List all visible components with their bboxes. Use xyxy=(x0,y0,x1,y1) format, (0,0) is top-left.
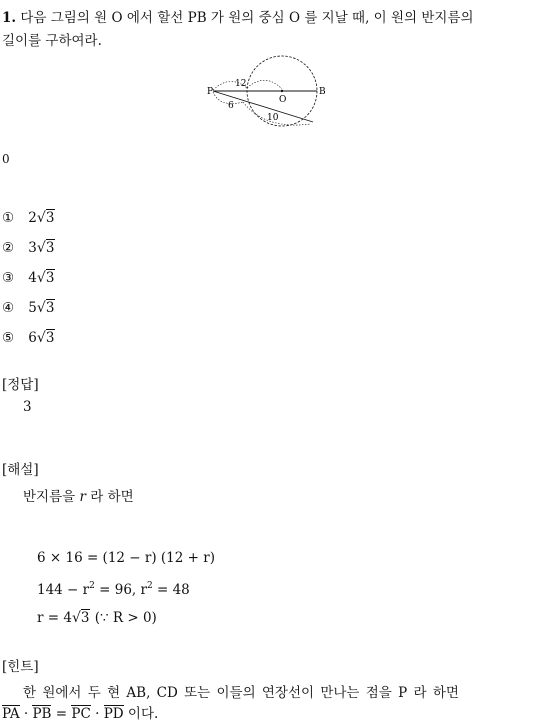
hint-tail: 이다. xyxy=(127,706,159,722)
option-3-number: ③ xyxy=(2,270,15,286)
option-2-radicand: 3 xyxy=(45,240,55,256)
hint-line-1: 한 원에서 두 현 AB, CD 또는 이들의 연장선이 만나는 점을 P 라 하면 xyxy=(23,685,459,701)
equation-2-exp2: 2 xyxy=(146,581,153,591)
equation-2-c: = 48 xyxy=(152,582,190,598)
explanation-intro xyxy=(23,485,134,505)
option-1-number: ① xyxy=(2,210,15,226)
segment-PB: PB xyxy=(32,706,52,722)
answer-header: [정답] xyxy=(2,377,39,393)
length-6: 6 xyxy=(228,101,234,111)
explanation-header: [해설] xyxy=(2,462,39,478)
sqrt-symbol: √3 xyxy=(36,210,55,226)
question-text-2: 길이를 구하여라. xyxy=(2,33,102,49)
question-line-2 xyxy=(2,29,102,49)
option-2-coef: 3 xyxy=(28,240,37,256)
segment-PC: PC xyxy=(71,706,91,722)
option-2[interactable] xyxy=(2,240,55,256)
label-B: B xyxy=(319,87,326,97)
circle-figure-svg xyxy=(205,52,330,132)
option-1[interactable] xyxy=(2,210,55,226)
equation-1: 6 × 16 = (12 − r) (12 + r) xyxy=(37,550,215,566)
equation-2-a: 144 − r xyxy=(37,582,90,598)
option-3[interactable] xyxy=(2,270,55,286)
equation-3-pre: r = 4 xyxy=(37,610,72,626)
sqrt-symbol: √3 xyxy=(36,330,55,346)
option-3-radicand: 3 xyxy=(45,270,55,286)
explanation-intro-pre: 반지름을 xyxy=(23,489,76,505)
equation-2-b: = 96, r xyxy=(94,582,147,598)
hint-header: [힌트] xyxy=(2,659,39,675)
segment-PA: PA xyxy=(2,706,20,722)
length-10: 10 xyxy=(267,113,279,123)
option-4-radicand: 3 xyxy=(45,300,55,316)
answer-value: 3 xyxy=(23,399,32,415)
option-5[interactable] xyxy=(2,330,55,346)
sqrt-symbol: √3 xyxy=(36,300,55,316)
question-line-1 xyxy=(2,6,474,26)
equation-2 xyxy=(37,581,190,598)
option-4-number: ④ xyxy=(2,300,15,316)
hint-line-2: PA · PB = PC · PD 이다. xyxy=(2,706,159,722)
option-5-number: ⑤ xyxy=(2,330,15,346)
option-3-coef: 4 xyxy=(28,270,37,286)
length-12: 12 xyxy=(235,79,247,89)
label-P: P xyxy=(207,87,214,97)
brace-CO xyxy=(247,80,282,89)
equation-3 xyxy=(37,610,157,626)
question-number: 1. xyxy=(2,10,17,26)
stray-zero: 0 xyxy=(2,152,10,166)
option-4[interactable] xyxy=(2,300,55,316)
sqrt-symbol: √3 xyxy=(36,240,55,256)
label-O: O xyxy=(279,95,287,105)
circle-figure xyxy=(205,52,330,132)
equation-3-radicand: 3 xyxy=(80,610,90,626)
question-text-1: 다음 그림의 원 O 에서 할선 PB 가 원의 중심 O 를 지날 때, 이 원의 반지름의 xyxy=(20,10,474,26)
option-5-radicand: 3 xyxy=(45,330,55,346)
equation-2-exp: 2 xyxy=(89,581,95,591)
equation-3-post: (∵ R > 0) xyxy=(90,610,157,626)
option-2-number: ② xyxy=(2,240,15,256)
center-point xyxy=(281,90,283,92)
option-5-coef: 6 xyxy=(28,330,37,346)
option-4-coef: 5 xyxy=(28,300,37,316)
sqrt-symbol: √3 xyxy=(71,610,90,626)
segment-PD: PD xyxy=(103,706,124,722)
explanation-intro-post: 라 하면 xyxy=(90,489,134,505)
explanation-intro-var: r xyxy=(79,489,86,505)
sqrt-symbol: √3 xyxy=(36,270,55,286)
option-1-radicand: 3 xyxy=(45,210,55,226)
option-1-coef: 2 xyxy=(28,210,37,226)
